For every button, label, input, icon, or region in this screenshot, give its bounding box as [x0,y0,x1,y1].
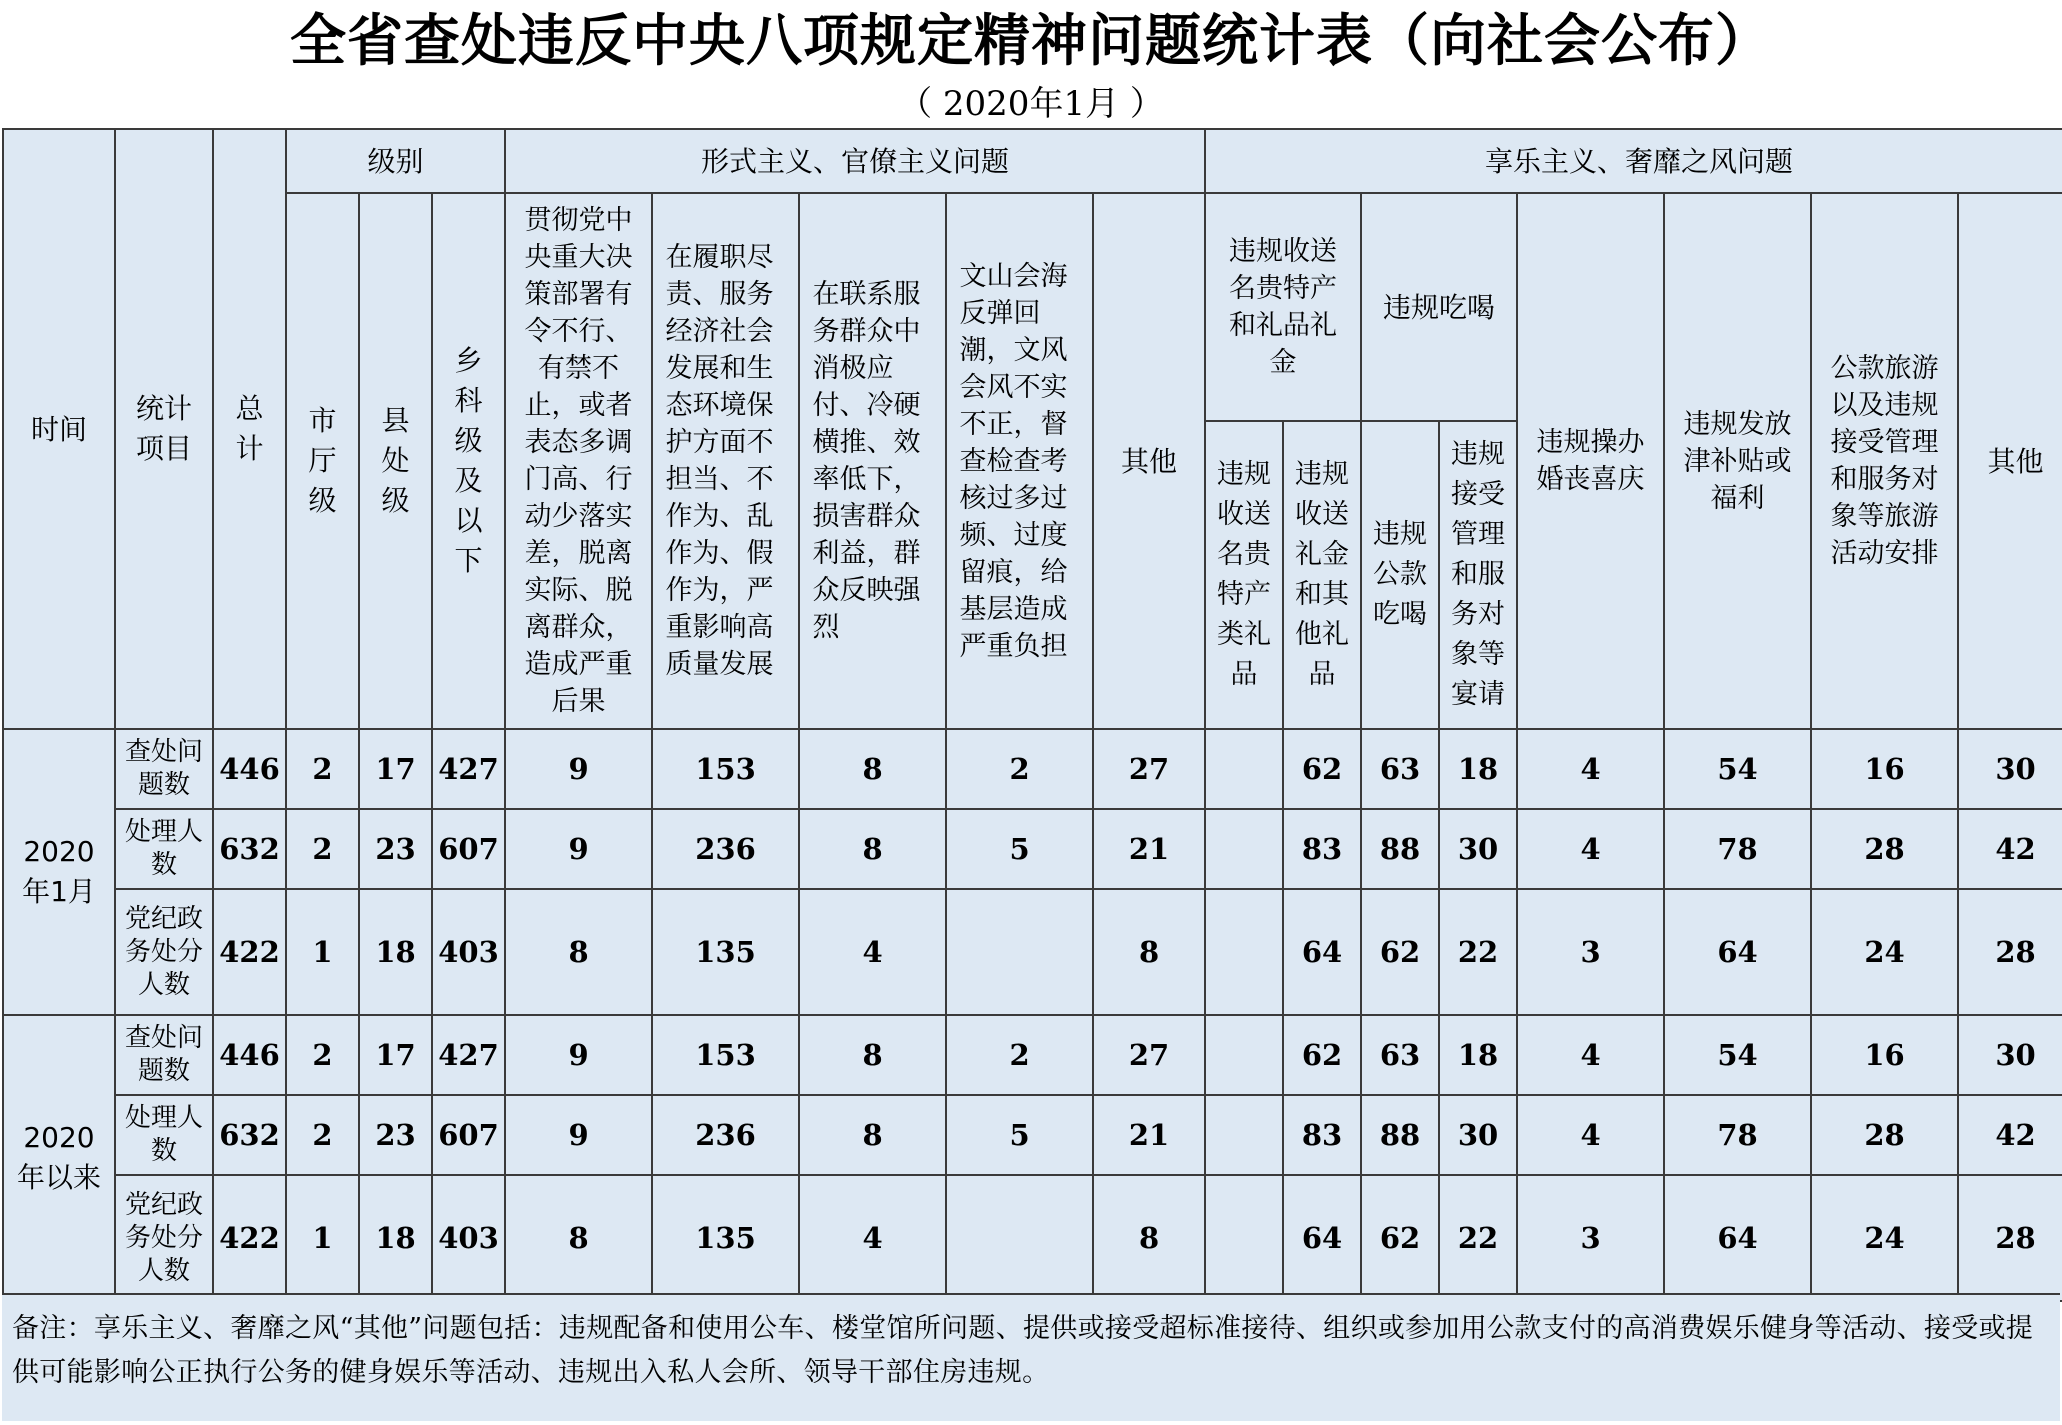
time-cell-text: 2020年以来 [17,1121,102,1194]
table-cell: 422 [213,889,286,1015]
table-cell: 28 [1811,809,1958,889]
table-cell: 403 [432,1175,505,1301]
table-cell: 24 [1811,889,1958,1015]
header-dining-col-2 [1439,421,1517,729]
table-cell: 8 [505,889,652,1015]
row-label-text: 处理人数 [124,1103,203,1166]
row-label [115,889,213,1015]
row-label-text: 查处问题数 [124,1023,203,1086]
table-cell [1205,809,1283,889]
table-cell [946,889,1093,1015]
table-cell: 42 [1958,809,2062,889]
table-cell: 8 [799,809,946,889]
table-cell: 236 [652,809,799,889]
header-hedonism-col-4: 其他 [1958,193,2062,729]
table-cell: 23 [359,1095,432,1175]
table-cell: 28 [1811,1095,1958,1175]
header-hedonism-group: 享乐主义、奢靡之风问题 [1205,129,2062,193]
table-cell: 62 [1283,1015,1361,1095]
header-level-township [432,193,505,729]
table-cell [1205,1095,1283,1175]
table-cell: 64 [1664,889,1811,1015]
table-cell: 9 [505,729,652,809]
header-total-text: 总计 [235,392,264,465]
table-cell: 64 [1664,1175,1811,1301]
header-formalism-col-3 [799,193,946,729]
table-cell: 427 [432,1015,505,1095]
table-cell: 446 [213,729,286,809]
header-level-county-text: 县处级 [381,404,410,517]
table-cell: 18 [1439,729,1517,809]
table-cell: 22 [1439,889,1517,1015]
table-cell: 83 [1283,1095,1361,1175]
table-cell: 4 [1517,809,1664,889]
time-cell-text: 2020年1月 [22,835,96,908]
table-cell: 54 [1664,1015,1811,1095]
header-dining-col-1 [1361,421,1439,729]
header-hedonism-col-3-text: 公款旅游以及违规接受管理和服务对象等旅游活动安排 [1830,353,1939,569]
table-cell: 16 [1811,1015,1958,1095]
table-cell: 3 [1517,1175,1664,1301]
header-level-city-text: 市厅级 [308,404,337,517]
header-gifts-group [1205,193,1361,421]
table-cell: 83 [1283,809,1361,889]
table-cell: 5 [946,809,1093,889]
table-cell: 8 [1093,1175,1205,1301]
header-total [213,129,286,729]
table-cell: 4 [1517,1095,1664,1175]
table-cell: 607 [432,1095,505,1175]
table-cell: 24 [1811,1175,1958,1301]
table-cell: 153 [652,1015,799,1095]
table-cell: 403 [432,889,505,1015]
header-level-township-text: 乡科级及以下 [454,344,483,577]
row-label-text: 处理人数 [124,817,203,880]
table-cell: 88 [1361,1095,1439,1175]
table-cell [1205,729,1283,809]
table-cell: 18 [359,889,432,1015]
header-formalism-group: 形式主义、官僚主义问题 [505,129,1205,193]
header-gifts-col-1 [1205,421,1283,729]
header-level-county [359,193,432,729]
row-label [115,729,213,809]
header-hedonism-col-2-text: 违规发放津补贴或福利 [1683,408,1792,514]
table-row [3,1095,2062,1175]
table-cell: 30 [1958,1015,2062,1095]
table-cell: 446 [213,1015,286,1095]
table-cell: 153 [652,729,799,809]
table-cell: 2 [286,729,359,809]
time-cell [3,1015,115,1301]
table-cell: 632 [213,1095,286,1175]
header-item-text: 统计项目 [135,392,192,465]
table-cell: 64 [1283,889,1361,1015]
table-cell: 5 [946,1095,1093,1175]
table-row [3,1015,2062,1095]
table-cell: 607 [432,809,505,889]
table-cell: 42 [1958,1095,2062,1175]
table-cell: 8 [799,1095,946,1175]
row-label-text: 党纪政务处分人数 [124,1189,203,1286]
row-label [115,1015,213,1095]
table-row [3,1175,2062,1301]
table-cell: 632 [213,809,286,889]
table-cell: 4 [799,1175,946,1301]
table-cell: 3 [1517,889,1664,1015]
table-cell [946,1175,1093,1301]
time-cell [3,729,115,1015]
header-time: 时间 [3,129,115,729]
table-cell: 30 [1439,809,1517,889]
page-subtitle: （ 2020年1月 ） [898,84,1164,124]
table-cell: 62 [1283,729,1361,809]
table-cell: 62 [1361,889,1439,1015]
table-cell: 23 [359,809,432,889]
table-cell: 1 [286,889,359,1015]
table-cell: 64 [1283,1175,1361,1301]
table-cell: 54 [1664,729,1811,809]
header-hedonism-col-2 [1664,193,1811,729]
table-cell: 4 [1517,1015,1664,1095]
table-cell: 16 [1811,729,1958,809]
table-cell: 22 [1439,1175,1517,1301]
table-cell: 21 [1093,1095,1205,1175]
table-cell [1205,889,1283,1015]
table-cell: 78 [1664,809,1811,889]
table-row [3,809,2062,889]
table-cell: 9 [505,1015,652,1095]
table-cell: 88 [1361,809,1439,889]
header-gifts-col-2 [1283,421,1361,729]
table-cell: 28 [1958,889,2062,1015]
row-label [115,1095,213,1175]
header-formalism-col-1-text: 贯彻党中央重大决策部署有令不行、有禁不止，或者表态多调门高、行动少落实差，脱离实际、脱离群众，造成严重后果 [524,205,633,717]
header-gifts-group-text: 违规收送名贵特产和礼品礼金 [1229,236,1338,378]
table-cell: 27 [1093,1015,1205,1095]
table-cell [1205,1175,1283,1301]
table-cell: 30 [1958,729,2062,809]
header-hedonism-col-1 [1517,193,1664,729]
table-cell: 135 [652,889,799,1015]
row-label [115,809,213,889]
table-cell: 30 [1439,1095,1517,1175]
table-cell: 21 [1093,809,1205,889]
table-cell: 9 [505,809,652,889]
header-dining-col-1-text: 违规公款吃喝 [1373,519,1428,630]
header-dining-col-2-text: 违规接受管理和服务对象等宴请 [1451,439,1506,710]
table-row [3,889,2062,1015]
table-cell: 9 [505,1095,652,1175]
header-dining-group: 违规吃喝 [1361,193,1517,421]
table-cell: 4 [799,889,946,1015]
row-label [115,1175,213,1301]
table-cell: 62 [1361,1175,1439,1301]
table-cell: 1 [286,1175,359,1301]
header-item [115,129,213,729]
header-formalism-col-2 [652,193,799,729]
header-hedonism-col-3 [1811,193,1958,729]
header-formalism-col-2-text: 在履职尽责、服务经济社会发展和生态环境保护方面不担当、不作为、乱作为、假作为，严重影响高质量发展 [665,242,774,680]
header-level-group: 级别 [286,129,505,193]
table-cell: 422 [213,1175,286,1301]
header-formalism-col-1 [505,193,652,729]
table-cell: 63 [1361,729,1439,809]
table-cell: 27 [1093,729,1205,809]
table-cell: 135 [652,1175,799,1301]
table-cell: 236 [652,1095,799,1175]
table-cell: 2 [286,1015,359,1095]
table-cell: 2 [946,729,1093,809]
table-cell: 427 [432,729,505,809]
table-cell: 18 [1439,1015,1517,1095]
table-cell [1205,1015,1283,1095]
header-gifts-col-1-text: 违规收送名贵特产类礼品 [1217,459,1272,690]
header-hedonism-col-1-text: 违规操办婚丧喜庆 [1536,427,1645,495]
header-level-city [286,193,359,729]
header-formalism-col-4-text: 文山会海反弹回潮，文风会风不实不正，督查检查考核过多过频、过度留痕，给基层造成严重负担 [959,260,1068,662]
table-row [3,729,2062,809]
table-cell: 17 [359,729,432,809]
footnote: 备注：享乐主义、奢靡之风“其他”问题包括：违规配备和使用公车、楼堂馆所问题、提供或接受超标准接待、组织或参加用公款支付的高消费娱乐健身等活动、接受或提供可能影响公正执行公务的健身娱乐等活动、违规出入私人会所、领导干部住房违规。 [2,1293,2060,1421]
table-cell: 2 [286,809,359,889]
page-title: 全省查处违反中央八项规定精神问题统计表（向社会公布） [290,8,1772,74]
table-cell: 28 [1958,1175,2062,1301]
header-formalism-col-5: 其他 [1093,193,1205,729]
statistics-table [2,128,2062,1302]
table-cell: 18 [359,1175,432,1301]
header-gifts-col-2-text: 违规收送礼金和其他礼品 [1295,459,1350,690]
table-cell: 2 [286,1095,359,1175]
header-formalism-col-4 [946,193,1093,729]
table-cell: 8 [1093,889,1205,1015]
table-cell: 8 [799,1015,946,1095]
row-label-text: 党纪政务处分人数 [124,903,203,1000]
table-cell: 8 [505,1175,652,1301]
row-label-text: 查处问题数 [124,737,203,800]
table-cell: 8 [799,729,946,809]
table-cell: 17 [359,1015,432,1095]
table-cell: 63 [1361,1015,1439,1095]
table-cell: 2 [946,1015,1093,1095]
header-formalism-col-3-text: 在联系服务群众中消极应付、冷硬横推、效率低下，损害群众利益，群众反映强烈 [812,279,921,643]
table-cell: 4 [1517,729,1664,809]
table-cell: 78 [1664,1095,1811,1175]
